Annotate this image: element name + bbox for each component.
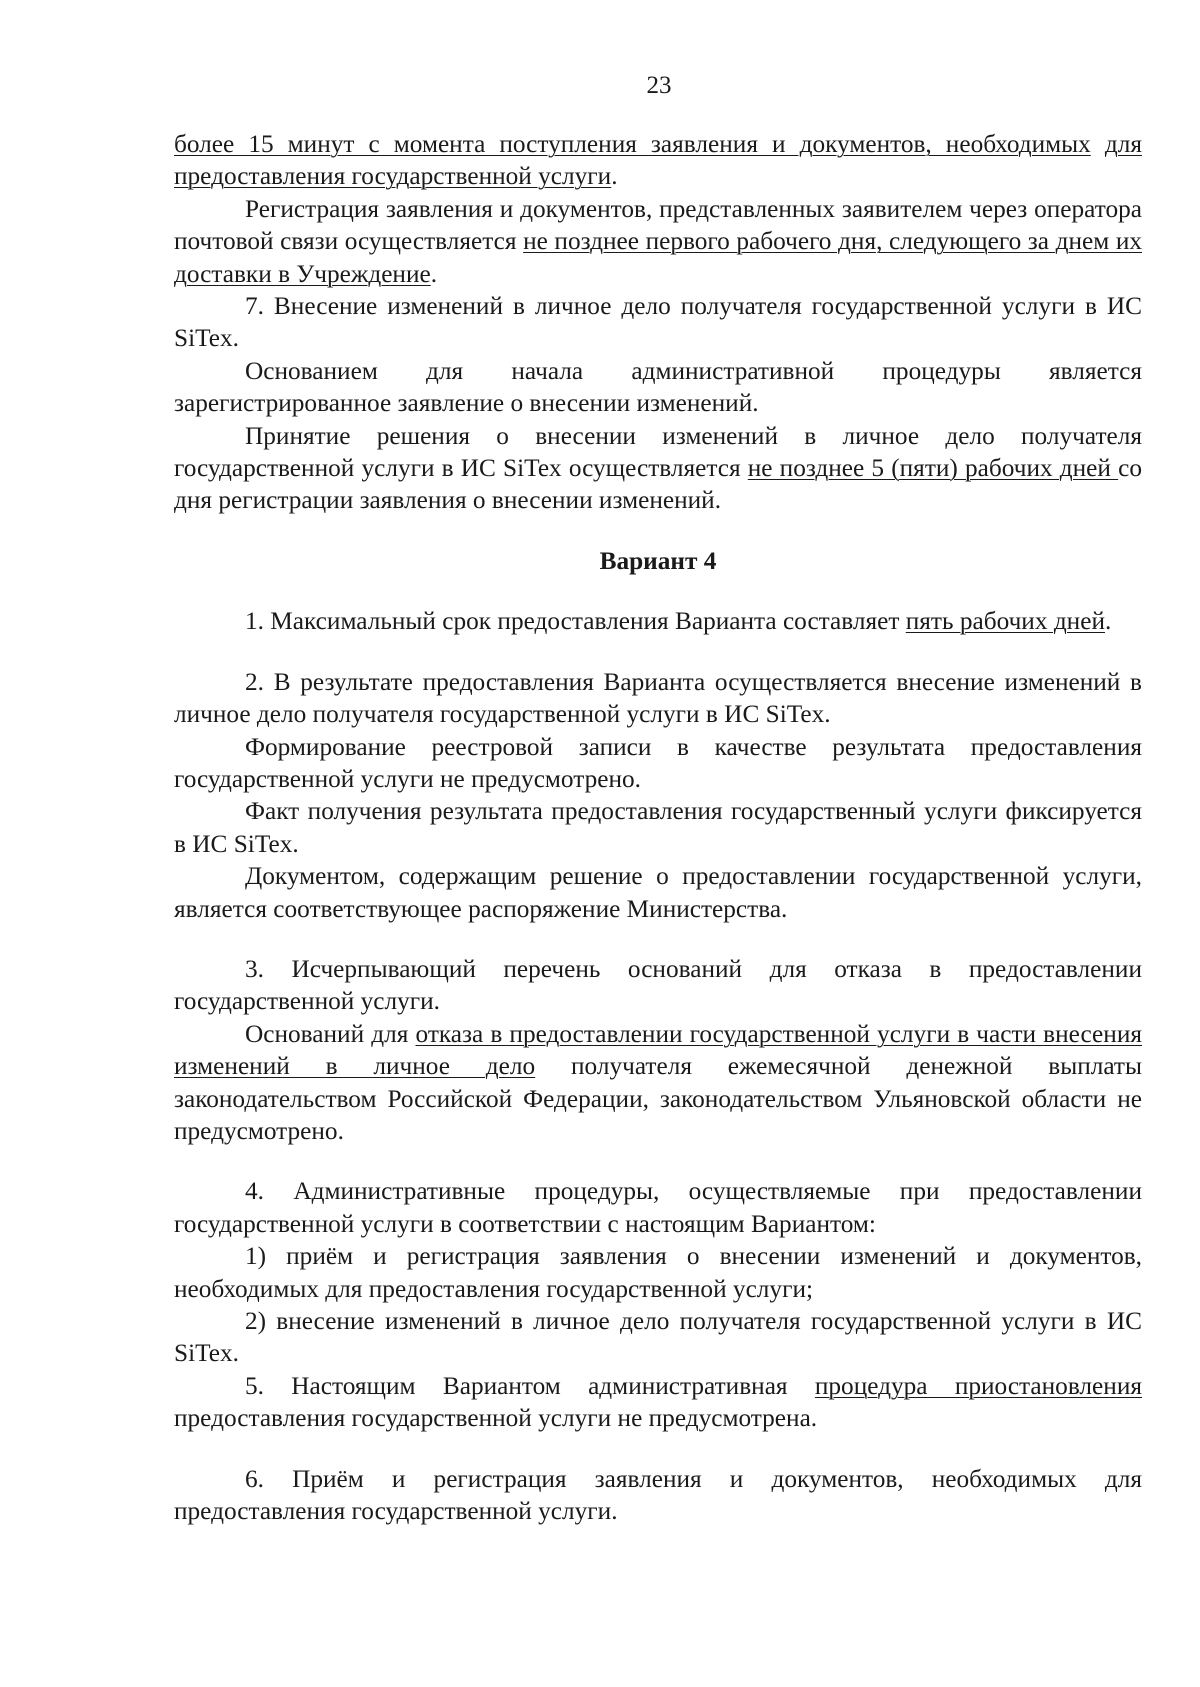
paragraph-text: . bbox=[1105, 607, 1112, 636]
paragraph-registration-post bbox=[174, 193, 1142, 290]
paragraph-text: получателя ежемесячной денежной выплаты законодательством Российской Федерации, законодательством Ульяновской области не предусмотрено. bbox=[174, 1052, 1142, 1145]
underlined-text: отказа в предоставлении государственной услуги в части внесения изменений в личное дело bbox=[174, 1019, 1142, 1081]
paragraph-text: . bbox=[611, 162, 618, 191]
paragraph-variant-item-6: 6. Приём и регистрация заявления и документов, необходимых для предоставления государственной услуги. bbox=[174, 1464, 1142, 1526]
underlined-text: не позднее 5 (пяти) рабочих дней bbox=[747, 454, 1119, 483]
paragraph-result-fact: Факт получения результата предоставления государственный услуги фиксируется в ИС SiTex. bbox=[174, 797, 1142, 858]
section-heading: Вариант 4 bbox=[599, 546, 717, 575]
paragraph-text: . bbox=[430, 259, 438, 288]
page-number: 23 bbox=[646, 72, 672, 99]
paragraph-variant-item-2: 2. В результате предоставления Варианта осуществляется внесение изменений в личное дело получателя государственной услуги в ИС SiTex. bbox=[174, 667, 1142, 729]
paragraph-variant-item-4: 4. Административные процедуры, осуществляемые при предоставлении государственной услуги в соответствии с настоящим Вариантом: bbox=[174, 1177, 1142, 1238]
underlined-text: не позднее первого рабочего дня, следующего за днем их доставки в Учреждение bbox=[174, 227, 1142, 288]
document-body bbox=[174, 128, 1142, 1527]
underlined-text: для предоставления государственной услуги bbox=[174, 130, 1142, 191]
paragraph-text: со дня регистрации заявления о внесении изменений. bbox=[174, 454, 1142, 515]
paragraph-subitem-2: 2) внесение изменений в личное дело получателя государственной услуги в ИС SiTex. bbox=[174, 1307, 1142, 1368]
paragraph-text: Регистрация заявления и документов, представленных заявителем через оператора почтовой связи осуществляется bbox=[174, 194, 1142, 256]
underlined-text: более 15 минут с момента поступления заявления и документов, необходимых bbox=[174, 130, 1091, 158]
paragraph-variant-item-3: 3. Исчерпывающий перечень оснований для отказа в предоставлении государственной услуги. bbox=[174, 954, 1142, 1016]
paragraph-text: 5. Настоящим Вариантом административная bbox=[245, 1371, 815, 1400]
paragraph-variant-item-5 bbox=[174, 1370, 1142, 1435]
paragraph-registry-record: Формирование реестровой записи в качестве результата предоставления государственной услуги не предусмотрено. bbox=[174, 732, 1142, 793]
underlined-text: пять рабочих дней bbox=[905, 607, 1105, 636]
paragraph-variant-item-1 bbox=[174, 605, 1142, 637]
paragraph-refusal-grounds bbox=[174, 1018, 1142, 1148]
paragraph-text: предоставления государственной услуги не предусмотрена. bbox=[174, 1404, 818, 1433]
paragraph-basis: Основанием для начала административной процедуры является зарегистрированное заявление о внесении изменений. bbox=[174, 356, 1142, 418]
paragraph-decision-document: Документом, содержащим решение о предоставлении государственной услуги, является соответствующее распоряжение Министерства. bbox=[174, 862, 1142, 923]
underlined-text: процедура приостановления bbox=[814, 1371, 1143, 1400]
paragraph-text: 1. Максимальный срок предоставления Варианта составляет bbox=[245, 607, 906, 636]
paragraph-text: Принятие решения о внесении изменений в личное дело получателя государственной услуги в ИС SiTex осуществляется bbox=[174, 421, 1142, 483]
paragraph-subitem-1: 1) приём и регистрация заявления о внесении изменений и документов, необходимых для предоставления государственной услуги; bbox=[174, 1242, 1142, 1303]
paragraph-continuation bbox=[174, 128, 1142, 193]
paragraph-decision bbox=[174, 420, 1142, 517]
paragraph-item-7: 7. Внесение изменений в личное дело получателя государственной услуги в ИС SiTex. bbox=[174, 292, 1142, 353]
paragraph-text: Оснований для bbox=[245, 1019, 416, 1048]
